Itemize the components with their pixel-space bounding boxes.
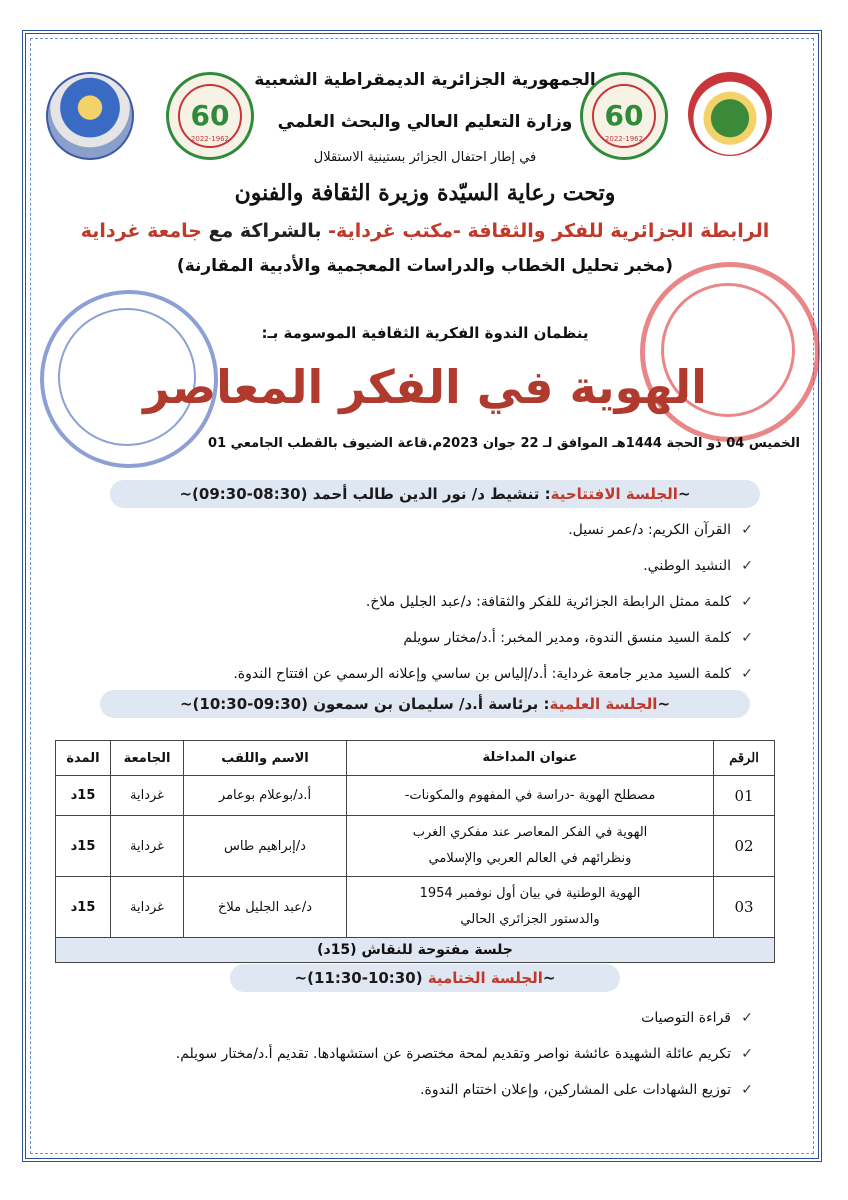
row-title-line: الهوية في الفكر المعاصر عند مفكري الغرب	[412, 825, 648, 840]
closing-session-list	[113, 1006, 753, 1114]
col-num-header: الرقم	[714, 741, 775, 776]
scientific-session-header: ~الجلسة العلمية: برئاسة أ.د/ سليمان بن سمعون (09:30-10:30)~	[100, 690, 750, 718]
scientific-session-label: الجلسة العلمية	[549, 695, 658, 713]
event-title: الهوية في الفكر المعاصر	[143, 360, 707, 414]
list-item-text: كلمة ممثل الرابطة الجزائرية للفكر والثقافة: د/عبد الجليل ملاخ.	[365, 594, 731, 610]
opening-session-label: الجلسة الافتتاحية	[550, 485, 678, 503]
row-name: د/إبراهيم طاس	[184, 816, 347, 877]
list-item-text: توزيع الشهادات على المشاركين، وإعلان اختتام الندوة.	[420, 1082, 731, 1098]
list-item	[113, 1006, 753, 1042]
lab-name: (مخبر تحليل الخطاب والدراسات المعجمية والأدبية المقارنة)	[176, 256, 674, 276]
row-num: 03	[714, 877, 775, 938]
discussion-cell: جلسة مفتوحة للنقاش (15د)	[56, 938, 775, 963]
opening-session-header: ~الجلسة الافتتاحية: تنشيط د/ نور الدين طالب أحمد (08:30-09:30)~	[110, 480, 760, 508]
table-header-row	[56, 741, 775, 776]
program-table	[55, 740, 775, 963]
col-title-header: عنوان المداخلة	[347, 741, 714, 776]
row-uni: غرداية	[111, 776, 184, 816]
organizer-university: جامعة غرداية	[80, 220, 202, 242]
list-item	[113, 1042, 753, 1078]
opening-session-list	[113, 518, 753, 698]
row-title-line: والدستور الجزائري الحالي	[460, 912, 600, 927]
check-arrow-icon: ✓	[741, 558, 753, 574]
row-uni: غرداية	[111, 816, 184, 877]
row-title-line: مصطلح الهوية -دراسة في المفهوم والمكونات-	[404, 787, 656, 803]
check-arrow-icon: ✓	[741, 1010, 753, 1026]
organizer-partnership: بالشراكة مع	[201, 220, 329, 242]
row-title-line: الهوية الوطنية في بيان أول نوفمبر 1954	[419, 886, 641, 901]
discussion-row	[56, 938, 775, 963]
red-seal-stamp	[640, 262, 820, 442]
row-num: 01	[714, 776, 775, 816]
row-name: د/عبد الجليل ملاخ	[184, 877, 347, 938]
col-name-header: الاسم واللقب	[184, 741, 347, 776]
row-duration: 15د	[56, 816, 111, 877]
closing-session-header: ~الجلسة الختامية (10:30-11:30)~	[230, 964, 620, 992]
list-item-text: قراءة التوصيات	[641, 1010, 731, 1026]
row-duration: 15د	[56, 877, 111, 938]
closing-session-label: الجلسة الختامية	[427, 969, 543, 987]
closing-session-details: (10:30-11:30)	[307, 969, 428, 987]
col-uni-header: الجامعة	[111, 741, 184, 776]
list-item	[113, 1078, 753, 1114]
list-item-text: النشيد الوطني.	[643, 558, 731, 574]
league-logo	[46, 72, 134, 160]
list-item	[113, 554, 753, 590]
row-name: أ.د/بوعلام بوعامر	[184, 776, 347, 816]
opening-session-details: : تنشيط د/ نور الدين طالب أحمد (08:30-09:30)	[192, 485, 551, 503]
check-arrow-icon: ✓	[741, 666, 753, 682]
table-row	[56, 877, 775, 938]
list-item-text: كلمة السيد منسق الندوة، ومدير المخبر: أ.د/مختار سويلم	[403, 630, 731, 646]
row-title-line: ونظرائهم في العالم العربي والإسلامي	[428, 851, 632, 866]
list-item-text: القرآن الكريم: د/عمر نسيل.	[568, 522, 731, 538]
country-name: الجمهورية الجزائرية الديمقراطية الشعبية	[254, 70, 596, 90]
event-date-location: الخميس 04 ذو الحجة 1444هـ الموافق لـ 22 جوان 2023م.قاعة الضيوف بالقطب الجامعي 01	[208, 436, 800, 451]
list-item	[113, 518, 753, 554]
organize-line: ينظمان الندوة الفكرية الثقافية الموسومة بـ:	[261, 324, 589, 342]
check-arrow-icon: ✓	[741, 630, 753, 646]
svg-text:2022-1962: 2022-1962	[190, 135, 230, 143]
check-arrow-icon: ✓	[741, 1082, 753, 1098]
row-title	[347, 776, 714, 816]
list-item-text: كلمة السيد مدير جامعة غرداية: أ.د/إلياس بن ساسي وإعلانه الرسمي عن افتتاح الندوة.	[233, 666, 731, 682]
svg-text:60: 60	[604, 99, 644, 132]
scientific-session-details: : برئاسة أ.د/ سليمان بن سمعون (09:30-10:30)	[192, 695, 550, 713]
ministry-name: وزارة التعليم العالي والبحث العلمي	[277, 112, 573, 132]
list-item	[113, 626, 753, 662]
row-title	[347, 816, 714, 877]
university-logo	[688, 72, 772, 156]
list-item-text: تكريم عائلة الشهيدة عائشة نواصر وتقديم لمحة مختصرة عن استشهادها. تقديم أ.د/مختار سويلم.	[175, 1046, 731, 1062]
check-arrow-icon: ✓	[741, 594, 753, 610]
organizer-league: الرابطة الجزائرية للفكر والثقافة -مكتب غرداية-	[328, 220, 770, 242]
check-arrow-icon: ✓	[741, 522, 753, 538]
svg-text:60: 60	[190, 99, 230, 132]
table-row	[56, 816, 775, 877]
check-arrow-icon: ✓	[741, 1046, 753, 1062]
row-num: 02	[714, 816, 775, 877]
svg-text:2022-1962: 2022-1962	[604, 135, 644, 143]
patronage-line: وتحت رعاية السيّدة وزيرة الثقافة والفنون	[234, 180, 616, 206]
organizer-line	[70, 220, 780, 242]
row-title	[347, 877, 714, 938]
table-row	[56, 776, 775, 816]
independence-note: في إطار احتفال الجزائر بستينية الاستقلال	[313, 150, 537, 165]
row-duration: 15د	[56, 776, 111, 816]
col-duration-header: المدة	[56, 741, 111, 776]
list-item	[113, 590, 753, 626]
row-uni: غرداية	[111, 877, 184, 938]
